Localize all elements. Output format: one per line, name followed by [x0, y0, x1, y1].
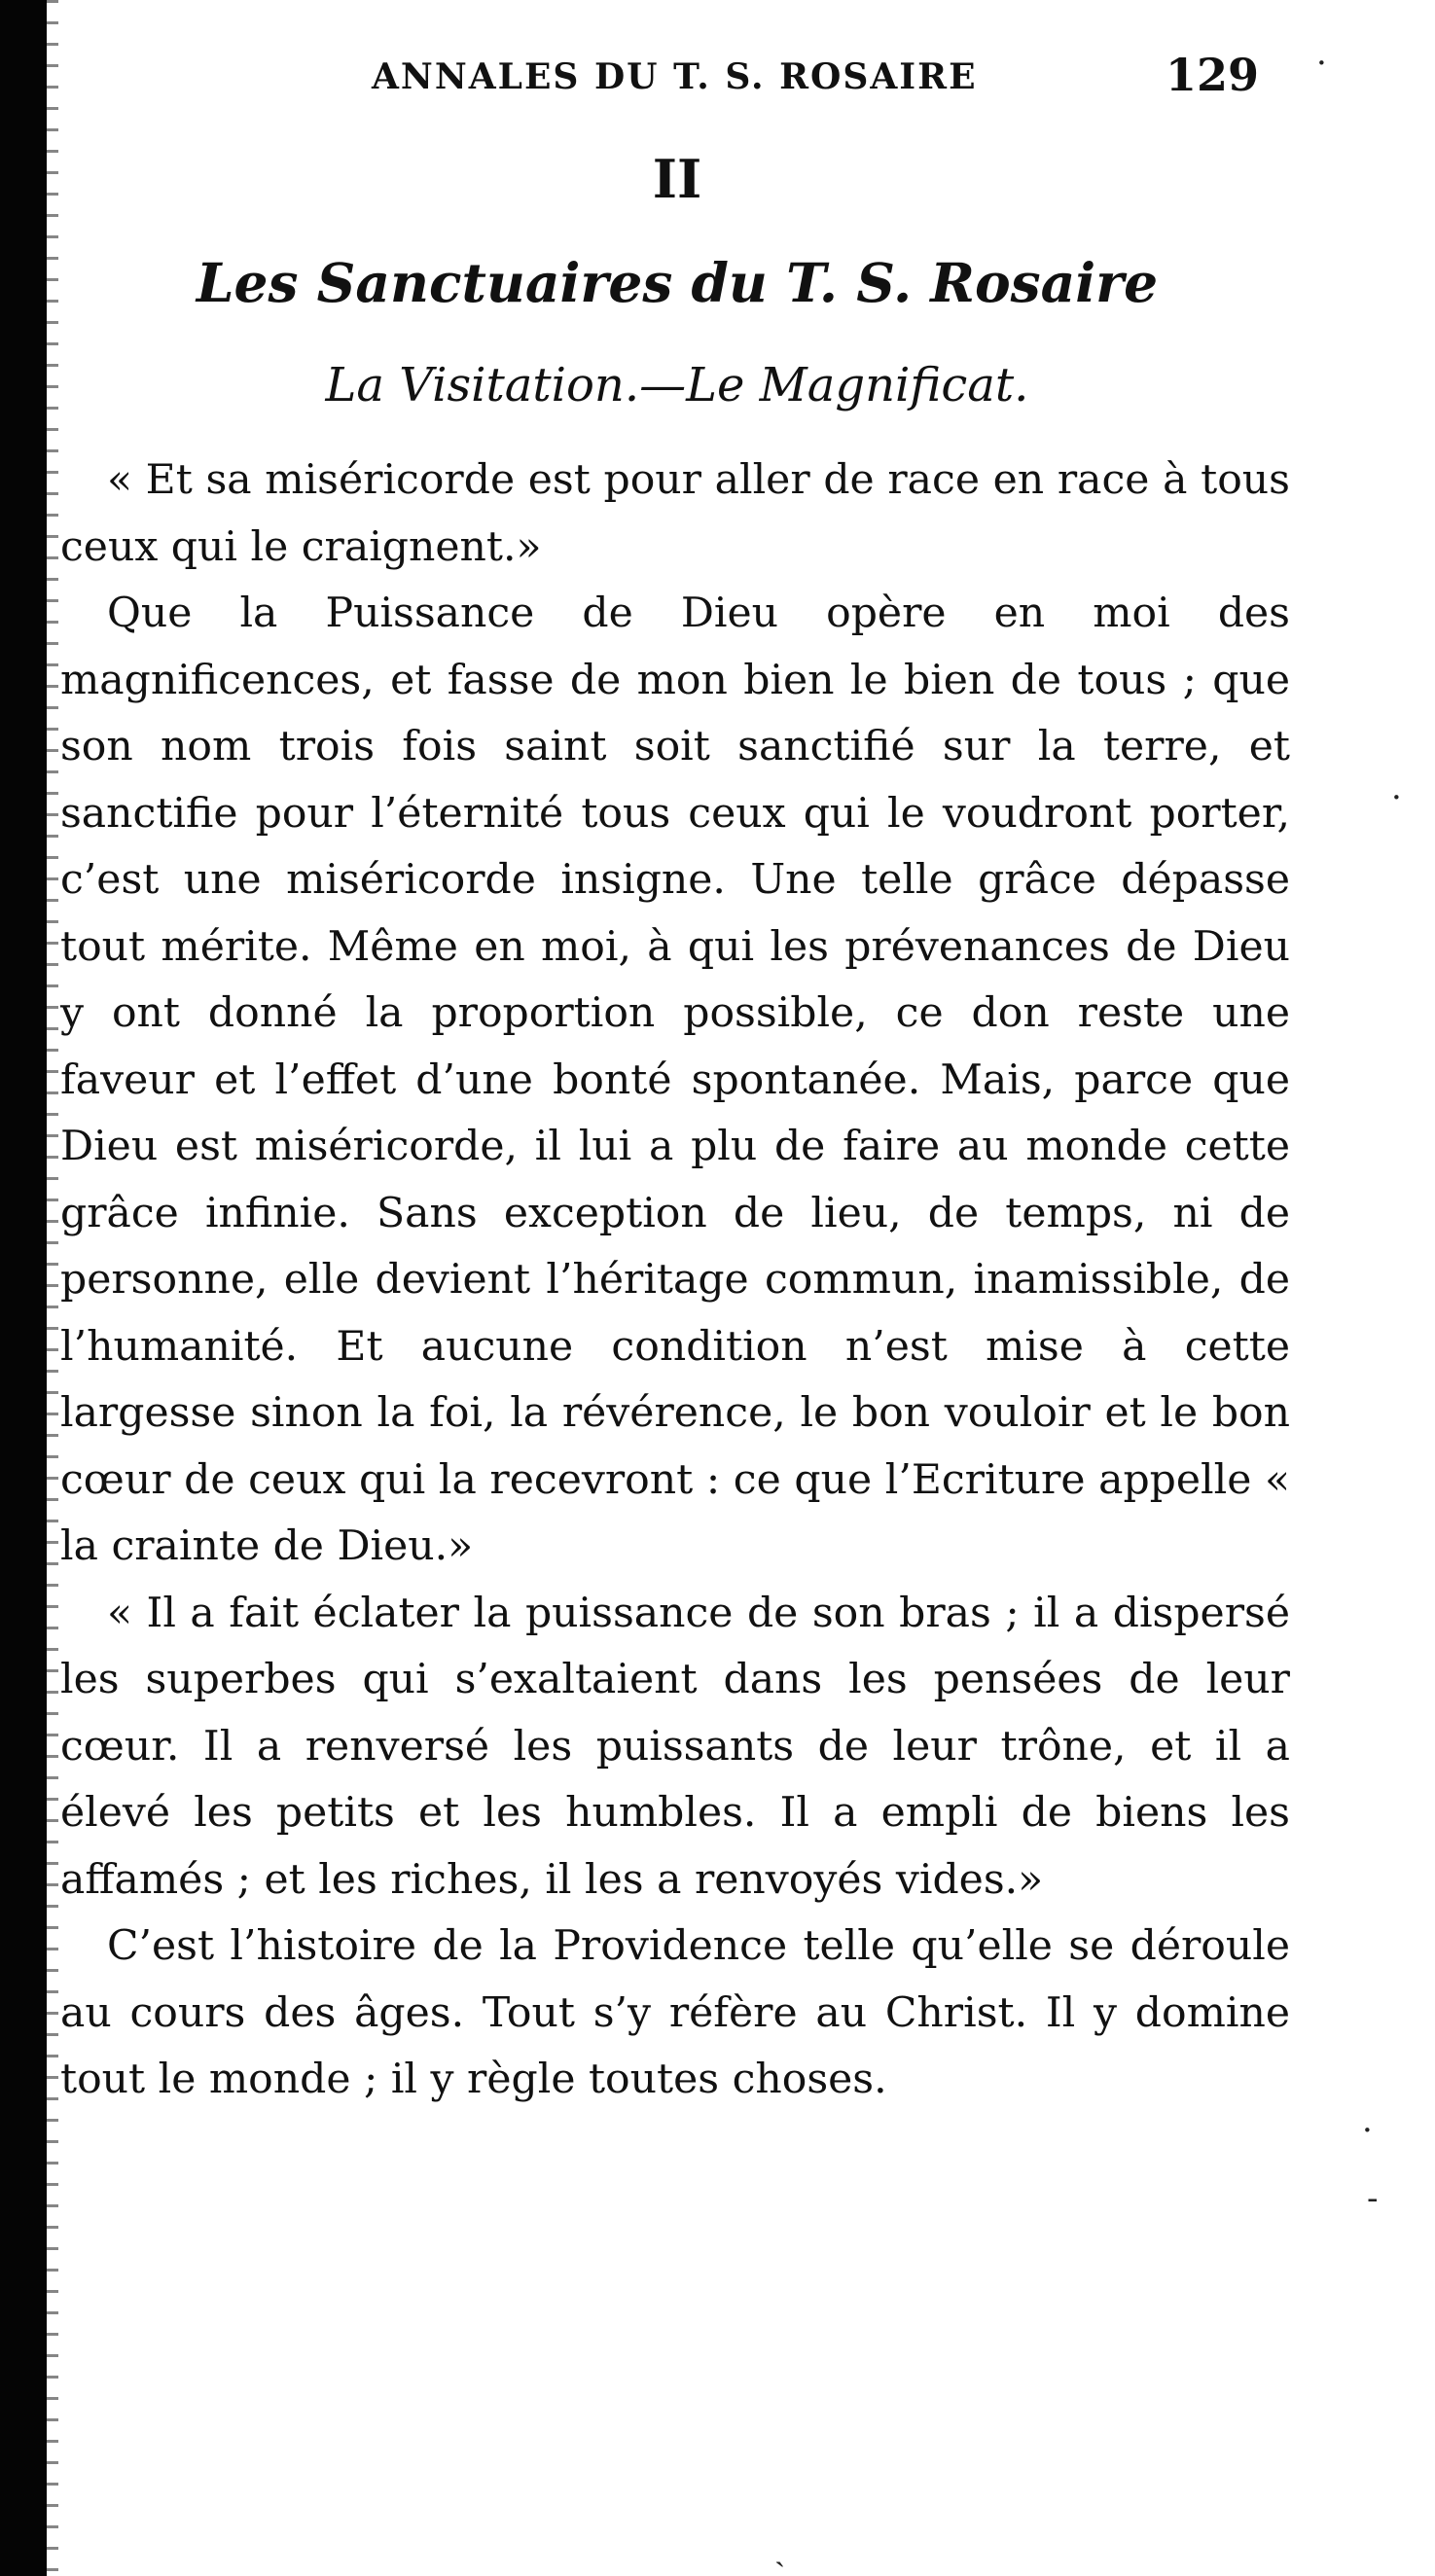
- page-number: 129: [1165, 49, 1259, 101]
- document-page: [60, 39, 1294, 2451]
- section-title: Les Sanctuaires du T. S. Rosaire: [196, 251, 1159, 314]
- scan-mark: ·: [1391, 778, 1402, 817]
- scan-mark: ˏ: [774, 2529, 786, 2568]
- binding-edge-specks: [47, 0, 58, 2576]
- scan-mark: -: [1367, 2179, 1379, 2218]
- paragraph-4: C’est l’histoire de la Providence telle qu’elle se déroule au cours des âges. Tout s’y réfère au Christ. Il y domine tout le monde ; il y règle toutes choses.: [60, 1922, 1290, 2103]
- section-subtitle: La Visitation.—Le Magnificat.: [325, 358, 1029, 412]
- running-header: [60, 39, 1294, 107]
- section-number: II: [652, 148, 702, 210]
- scan-mark: ·: [1316, 44, 1327, 83]
- running-title: ANNALES DU T. S. ROSAIRE: [372, 56, 978, 97]
- paragraph-2: Que la Puissance de Dieu opère en moi des magnificences, et fasse de mon bien le bien de tous ; que son nom trois fois saint soit sanctifié sur la terre, et sanctifie pour l’éternité tous ceux qui le voudront porter, c’est une miséricorde insigne. Une telle grâce dépasse tout mérite. Même en moi, à qui les prévenances de Dieu y ont donné la proportion possible, ce don reste une faveur et l’effet d’une bonté spontanée. Mais, parce que Dieu est miséricorde, il lui a plu de faire au monde cette grâce infinie. Sans exception de lieu, de temps, ni de personne, elle devient l’héritage commun, inamissible, de l’humanité. Et aucune condition n’est mise à cette largesse sinon la foi, la révérence, le bon vouloir et le bon cœur de ceux qui la recevront : ce que l’Ecriture appelle « la crainte de Dieu.»: [60, 590, 1290, 1570]
- page-binding-shadow: [0, 0, 47, 2576]
- paragraph-3: « Il a fait éclater la puissance de son bras ; il a dispersé les superbes qui s’exaltaient dans les pensées de leur cœur. Il a renversé les puissants de leur trône, et il a élevé les petits et les humbles. Il a empli de biens les affamés ; et les riches, il les a renvoyés vides.»: [60, 1589, 1290, 1904]
- scan-mark: ·: [1362, 2111, 1373, 2150]
- body-text: [60, 447, 1290, 2114]
- paragraph-1: « Et sa miséricorde est pour aller de race en race à tous ceux qui le craignent.»: [60, 456, 1290, 571]
